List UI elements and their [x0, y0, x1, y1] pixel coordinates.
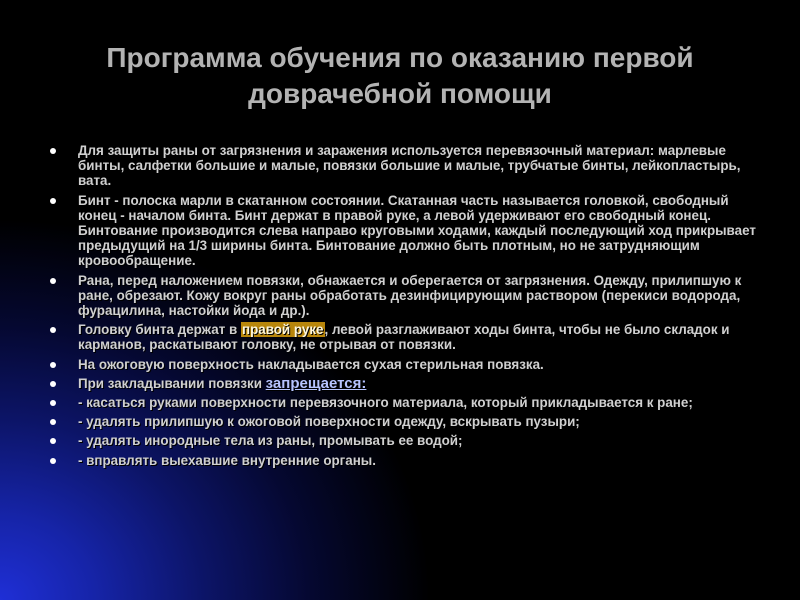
highlighted-phrase: правой руке — [241, 322, 324, 338]
bullet-text: При закладывании повязки — [78, 375, 266, 391]
bullet-item: - вправлять выехавшие внутренние органы. — [78, 453, 758, 468]
bullet-item: - касаться руками поверхности перевязочного материала, который прикладывается к ране; — [78, 395, 758, 410]
bullet-item — [78, 376, 758, 391]
slide-title: Программа обучения по оказанию первой доврачебной помощи — [106, 42, 694, 109]
bullet-item: Для защиты раны от загрязнения и заражения используется перевязочный материал: марлевые бинты, салфетки большие и малые, повязки большие и малые, трубчатые бинты, лейкопластырь, вата. — [78, 143, 758, 189]
bullet-item — [78, 322, 758, 352]
bullet-text: Головку бинта держат в — [78, 322, 241, 338]
bullet-item: На ожоговую поверхность накладывается сухая стерильная повязка. — [78, 357, 758, 372]
bullet-list — [78, 143, 758, 472]
bullet-item: Бинт - полоска марли в скатанном состоянии. Скатанная часть называется головкой, свободный конец - началом бинта. Бинт держат в правой руке, а левой удерживают его свободный конец. Бинтование производится слева направо круговыми ходами, каждый последующий ход прикрывает предыдущий на 1/3 ширины бинта. Бинтование должно быть плотным, но не затрудняющим кровообращение. — [78, 193, 758, 269]
bullet-text: , левой разглаживают ходы бинта, чтобы не было складок и карманов, раскатывают головку, не отрывая от повязки. — [78, 322, 730, 353]
bullet-item: - удалять инородные тела из раны, промывать ее водой; — [78, 433, 758, 448]
forbidden-link[interactable]: запрещается: — [265, 374, 367, 392]
bullet-item: Рана, перед наложением повязки, обнажается и оберегается от загрязнения. Одежду, прилипшую к ране, обрезают. Кожу вокруг раны обработать дезинфицирующим раствором (перекиси водорода, фурацилина, настойки йода и др.). — [78, 273, 758, 319]
bullet-item: - удалять прилипшую к ожоговой поверхности одежду, вскрывать пузыри; — [78, 414, 758, 429]
